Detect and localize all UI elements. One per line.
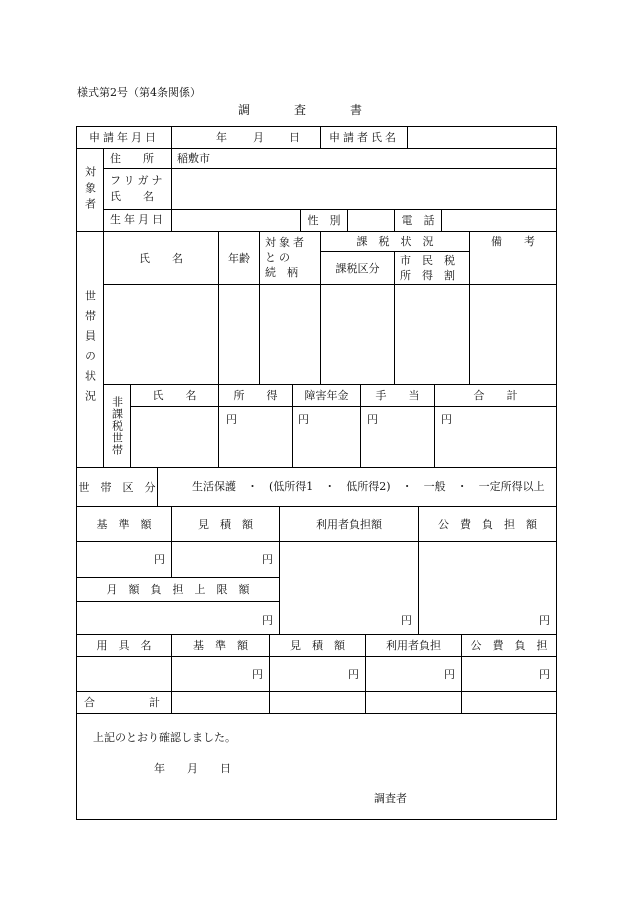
- user-burden-yen: 円: [401, 614, 412, 627]
- classification-label: 世 帯 区 分: [78, 480, 156, 494]
- estimate-amount-header: 見 積 額: [198, 517, 253, 531]
- monthly-cap-label: 月 額 負 担 上 限 額: [106, 583, 250, 596]
- equip-public-burden-header: 公 費 負 担: [470, 639, 548, 652]
- equip-total-label: 合 計: [84, 696, 162, 709]
- hh-city-tax-2: 所 得 割: [400, 269, 455, 282]
- phone-label: 電 話: [401, 214, 435, 227]
- classification-options: 生活保護 ・ (低所得1 ・ 低所得2) ・ 一般 ・ 一定所得以上: [192, 480, 545, 493]
- public-burden-yen: 円: [539, 614, 550, 627]
- hh-tax-class-header: 課税区分: [335, 261, 380, 275]
- sex-label: 性 別: [307, 214, 341, 227]
- hh-remarks-header: 備 考: [491, 235, 535, 248]
- hh-tax-status-header: 課 税 状 況: [356, 235, 434, 248]
- address-label: 住 所: [110, 152, 154, 165]
- hh-relation-1: 対象者: [265, 236, 307, 249]
- hh-relation-3: 続 柄: [265, 266, 298, 279]
- equip-standard-header: 基 準 額: [193, 639, 248, 652]
- nt-income-yen: 円: [226, 413, 237, 426]
- non-taxable-label: 非課税世帯: [110, 396, 124, 456]
- equip-estimate-yen: 円: [348, 668, 359, 681]
- confirmation-text: 上記のとおり確認しました。: [93, 731, 236, 744]
- standard-amount-header: 基 準 額: [96, 517, 152, 531]
- equip-public-burden-yen: 円: [539, 668, 550, 681]
- apply-year: 年: [216, 131, 227, 144]
- equip-standard-yen: 円: [252, 668, 263, 681]
- applicant-name-label: 申請者氏名: [329, 131, 399, 144]
- form-title: 調 査 書: [238, 103, 365, 117]
- apply-day: 日: [289, 131, 300, 144]
- apply-date-label: 申請年月日: [89, 131, 159, 144]
- estimate-amount-yen: 円: [262, 553, 273, 566]
- hh-age-header: 年齢: [228, 251, 250, 265]
- nt-name-header: 氏 名: [152, 389, 197, 402]
- hh-relation-2: との: [265, 251, 293, 264]
- equip-user-burden-yen: 円: [444, 668, 455, 681]
- address-value: 稲敷市: [177, 152, 210, 165]
- monthly-cap-yen: 円: [262, 614, 273, 627]
- form-number: 様式第2号（第4条関係）: [77, 86, 201, 99]
- nt-allowance-header: 手 当: [375, 389, 420, 402]
- hh-city-tax-1: 市 民 税: [400, 254, 455, 267]
- hh-name-header: 氏 名: [139, 251, 183, 265]
- subject-label: 対象者: [83, 166, 97, 214]
- nt-allowance-yen: 円: [367, 413, 378, 426]
- household-label: 世帯員の状況: [83, 289, 97, 410]
- standard-amount-yen: 円: [154, 553, 165, 566]
- confirmation-date: 年 月 日: [154, 762, 231, 775]
- user-burden-header: 利用者負担額: [316, 517, 382, 531]
- nt-income-header: 所 得: [233, 389, 278, 402]
- nt-total-header: 合 計: [473, 389, 518, 402]
- nt-total-yen: 円: [441, 413, 452, 426]
- equip-name-header: 用 具 名: [96, 639, 152, 652]
- name-label: 氏 名: [110, 190, 154, 203]
- birth-date-label: 生年月日: [110, 213, 166, 226]
- apply-month: 月: [253, 131, 264, 144]
- furigana-label: フリガナ: [110, 174, 166, 187]
- public-burden-header: 公 費 負 担 額: [438, 517, 537, 531]
- surveyor-label: 調査者: [374, 792, 407, 805]
- equip-user-burden-header: 利用者負担: [386, 639, 441, 652]
- nt-pension-yen: 円: [298, 413, 309, 426]
- nt-pension-header: 障害年金: [304, 389, 349, 402]
- equip-estimate-header: 見 積 額: [290, 639, 345, 652]
